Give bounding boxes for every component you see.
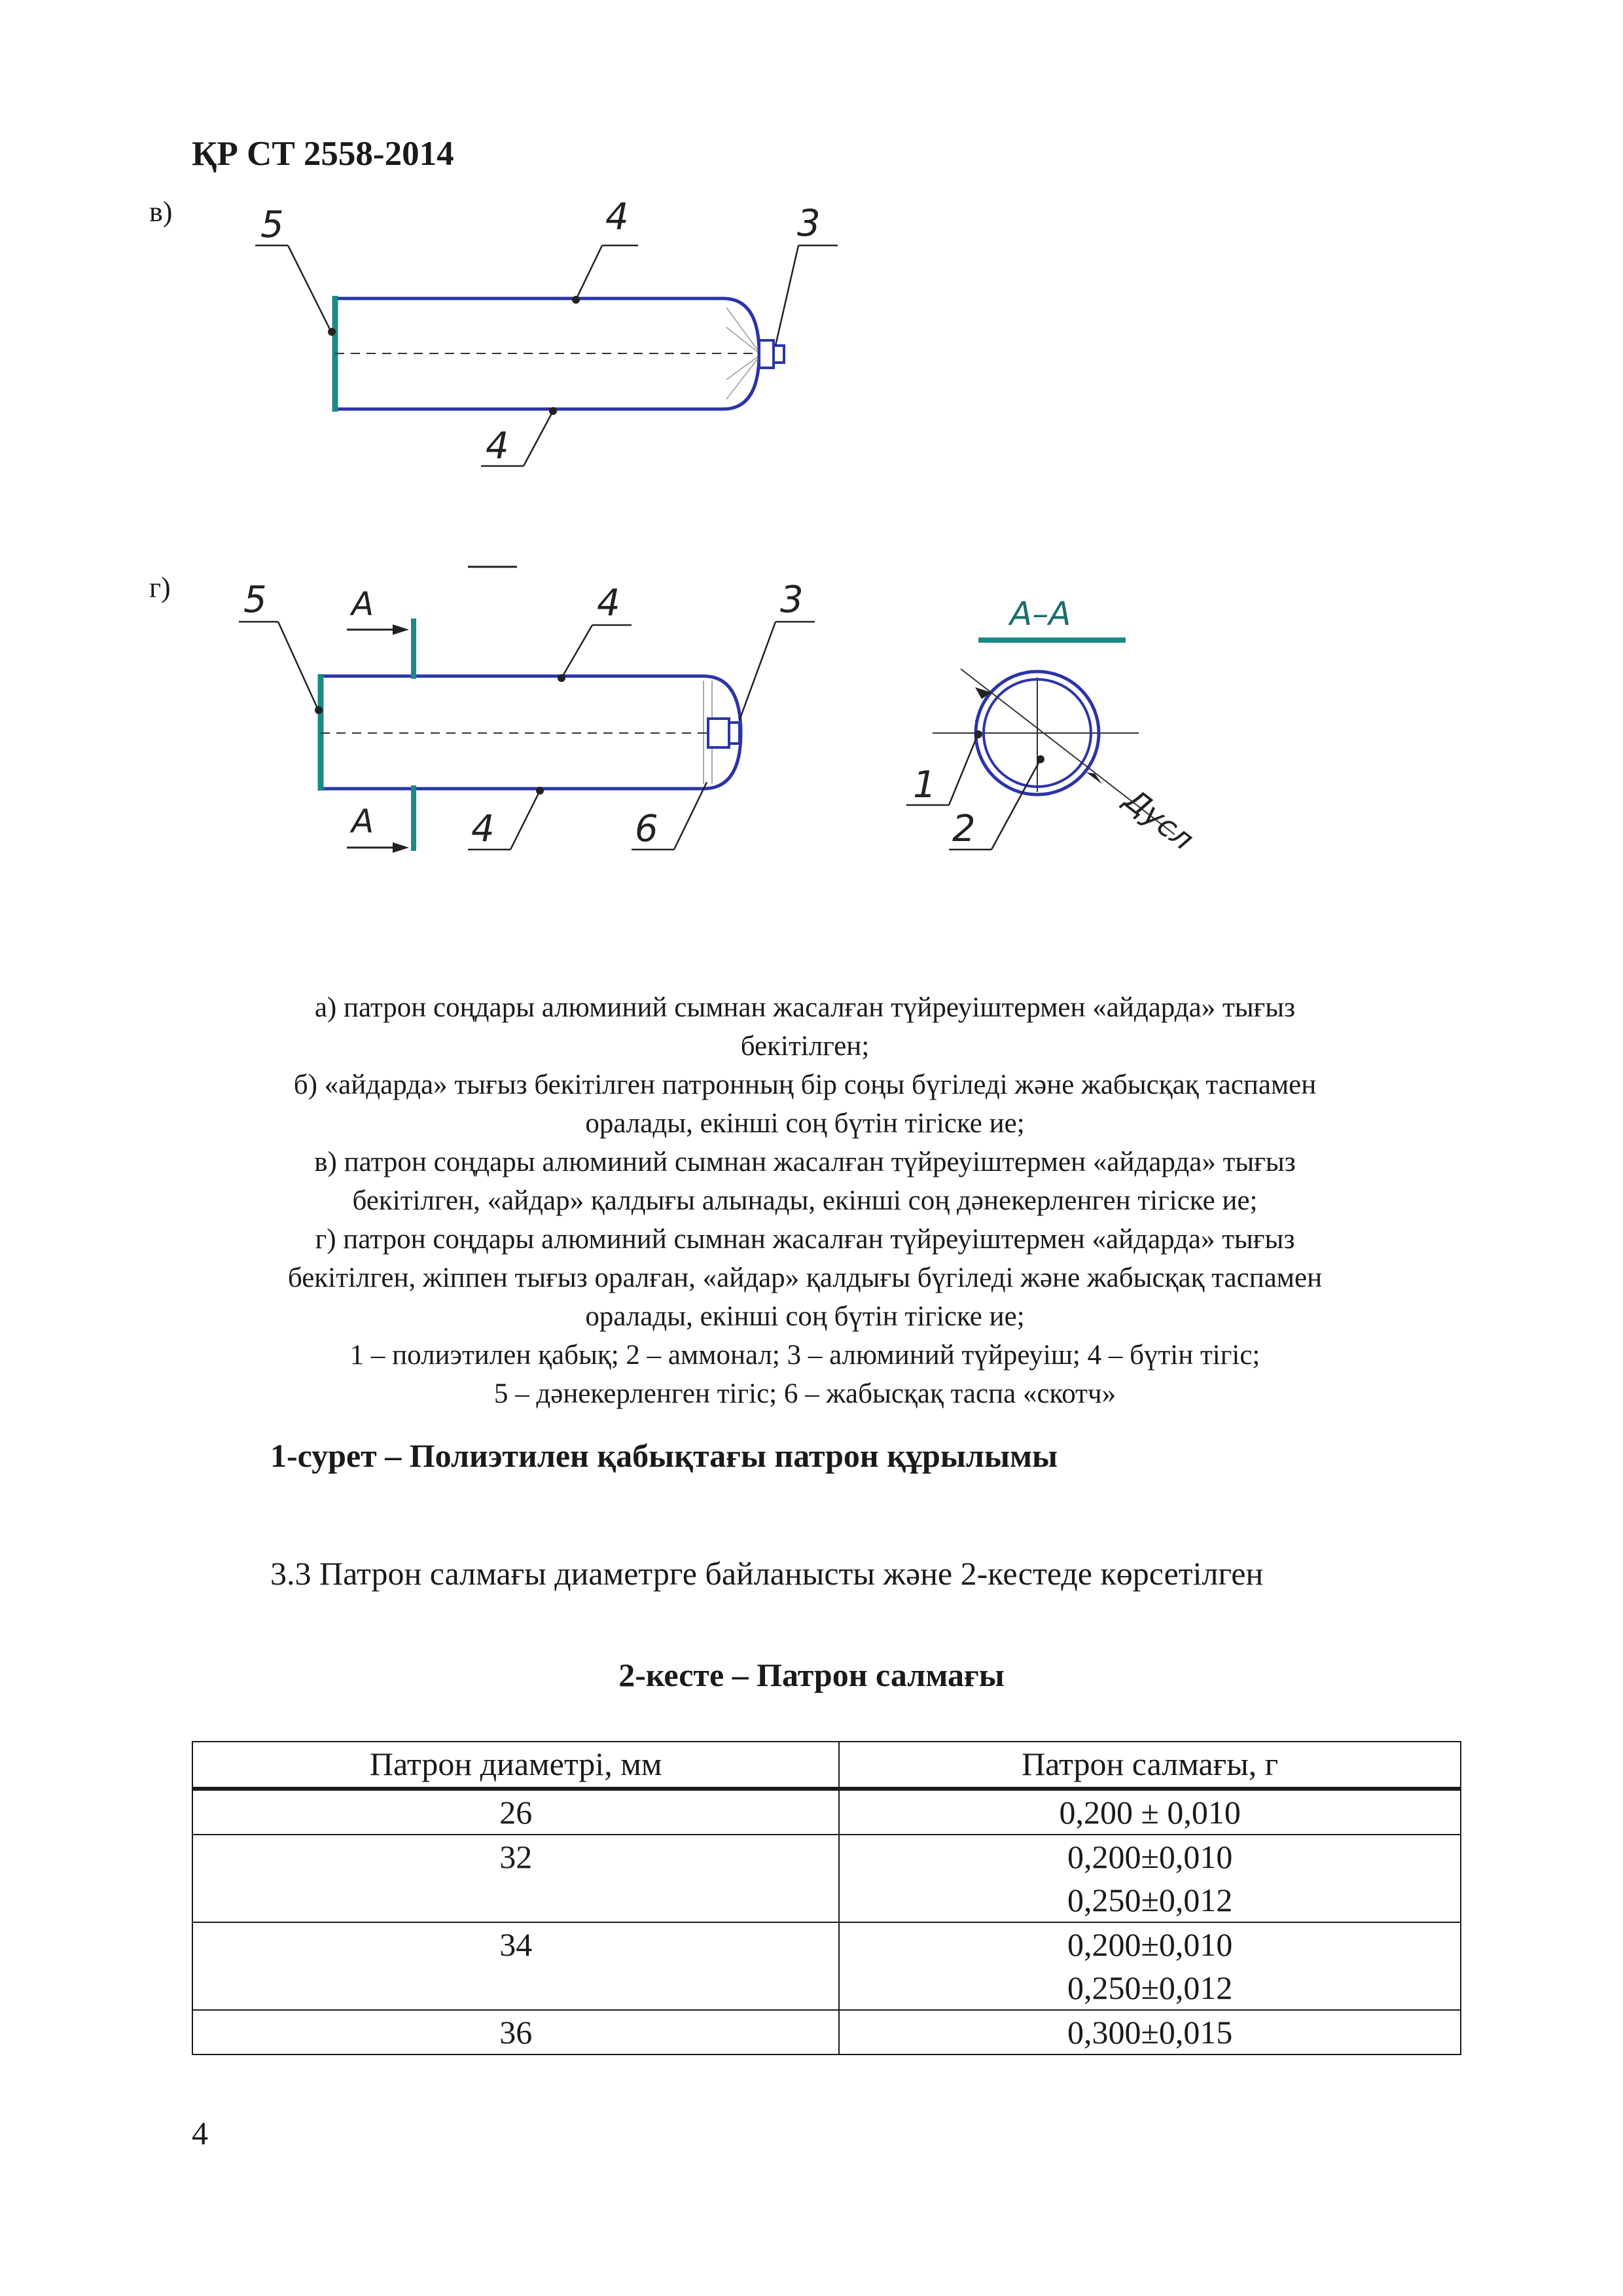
table-row	[192, 1922, 1461, 2010]
cell-weight: 0,200±0,010 0,250±0,012	[839, 1835, 1461, 1922]
cell-diameter: 26	[192, 1789, 839, 1835]
callout-v-4-bottom: 4	[486, 425, 509, 467]
header-weight: Патрон салмағы, г	[839, 1742, 1461, 1789]
caption-line: бекітілген, «айдар» қалдығы алынады, екінші соң дәнекерленген тігіске ие;	[352, 1185, 1258, 1216]
caption-line: 5 – дәнекерленген тігіс; 6 – жабысқақ таспа «скотч»	[493, 1378, 1116, 1409]
section-paragraph: 3.3 Патрон салмағы диаметрге байланысты және 2-кестеде көрсетілген	[270, 1555, 1264, 1592]
callout-v-5: 5	[260, 204, 284, 246]
cartridge-g	[239, 579, 815, 853]
callout-aa-2: 2	[952, 808, 976, 850]
pin-g	[708, 719, 729, 747]
pin-v	[759, 340, 774, 368]
caption-line: в) патрон соңдары алюминий сымнан жасалған түйреуіштермен «айдарда» тығыз	[314, 1147, 1296, 1177]
callout-g-3: 3	[780, 579, 804, 621]
section-view-title: A–A	[1010, 595, 1071, 633]
subfigure-label-v: в)	[149, 196, 173, 228]
subfigure-label-g: г)	[149, 571, 171, 603]
caption-line: б) «айдарда» тығыз бекітілген патронның бір соңы бүгіледі және жабысқақ таспамен	[293, 1069, 1317, 1100]
table-row	[192, 1789, 1461, 1835]
table-header-row	[192, 1742, 1461, 1789]
figure-drawing	[0, 0, 1623, 949]
callout-g-4-top: 4	[597, 582, 620, 624]
cell-diameter: 36	[192, 2010, 839, 2054]
table-title: 2-кесте – Патрон салмағы	[618, 1657, 1005, 1693]
cell-weight: 0,300±0,015	[839, 2010, 1461, 2054]
cell-diameter: 34	[192, 1922, 839, 2010]
figure-caption	[216, 988, 1394, 1413]
dimension-label: Дусл	[1118, 781, 1201, 857]
caption-line: оралады, екінші соң бүтін тігіске ие;	[585, 1301, 1025, 1332]
caption-line: а) патрон соңдары алюминий сымнан жасалған түйреуіштермен «айдарда» тығыз	[314, 992, 1296, 1023]
header-diameter: Патрон диаметрі, мм	[192, 1742, 839, 1789]
caption-line: бекітілген, жіппен тығыз оралған, «айдар» қалдығы бүгіледі және жабысқақ таспамен	[287, 1263, 1323, 1293]
callout-v-3: 3	[797, 202, 821, 245]
standard-code: ҚР СТ 2558-2014	[192, 135, 454, 173]
weights-table	[192, 1741, 1461, 2055]
table-row	[192, 1835, 1461, 1922]
callout-v-4-top: 4	[605, 196, 629, 238]
caption-line: 1 – полиэтилен қабық; 2 – аммонал; 3 – алюминий түйреуіш; 4 – бүтін тігіс;	[349, 1340, 1260, 1371]
callout-aa-1: 1	[913, 764, 936, 806]
cartridge-v	[255, 196, 838, 467]
figure-title: 1-сурет – Полиэтилен қабықтағы патрон құрылымы	[270, 1437, 1058, 1474]
table-row	[192, 2010, 1461, 2054]
caption-line: оралады, екінші соң бүтін тігіске ие;	[585, 1108, 1025, 1139]
cell-weight: 0,200 ± 0,010	[839, 1789, 1461, 1835]
cell-weight: 0,200±0,010 0,250±0,012	[839, 1922, 1461, 2010]
cell-diameter: 32	[192, 1835, 839, 1922]
callout-g-5: 5	[243, 579, 267, 621]
section-view	[906, 595, 1200, 857]
section-mark-top: A	[351, 585, 374, 623]
page-number: 4	[192, 2115, 208, 2151]
caption-line: г) патрон соңдары алюминий сымнан жасалған түйреуіштермен «айдарда» тығыз	[315, 1224, 1295, 1255]
callout-g-4-bottom: 4	[471, 808, 495, 850]
callout-g-6: 6	[635, 808, 658, 850]
caption-line: бекітілген;	[740, 1031, 870, 1062]
section-mark-bottom: A	[351, 802, 374, 840]
